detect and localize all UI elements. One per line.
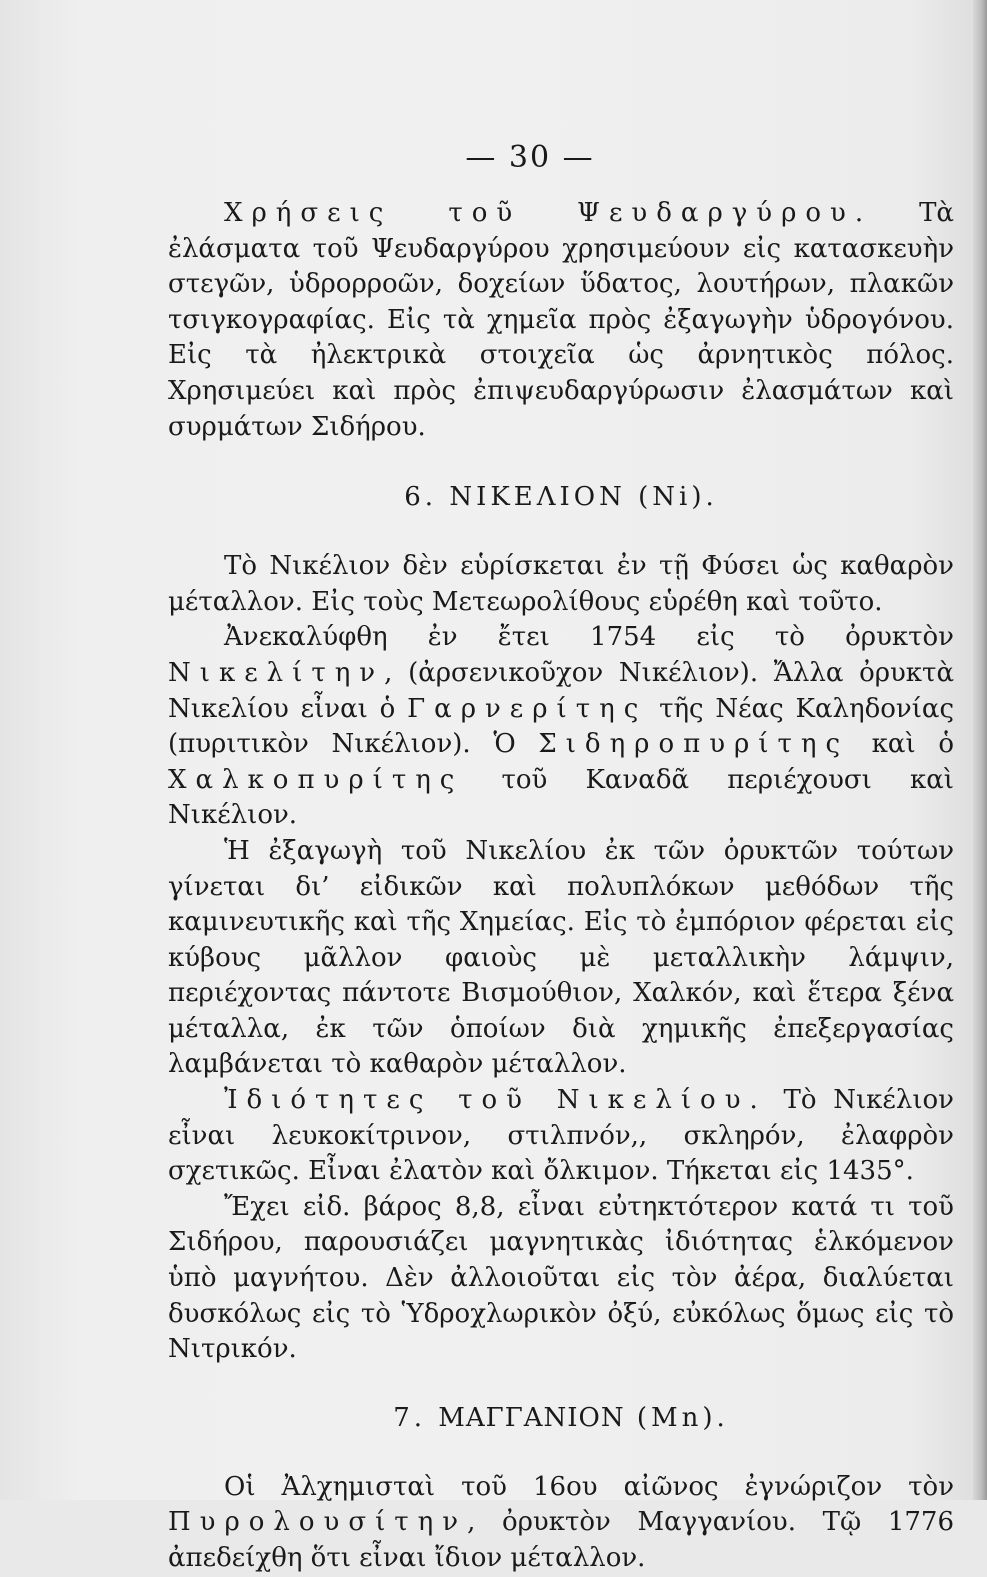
mineral-chalcopyrite: Χαλκοπυρίτης [168, 764, 464, 795]
mineral-pyrolusite: Πυρολουσίτην [168, 1507, 468, 1538]
manganese-history-text-1: Οἱ Ἀλχημισταὶ τοῦ 16ου αἰῶνος ἐγνώριζον τὸν [224, 1471, 954, 1502]
manganese-section-symbol: (Mn). [636, 1402, 729, 1433]
paragraph-nickel-physical: Ἔχει εἰδ. βάρος 8,8, εἶναι εὐτηκτότερον κατά τι τοῦ Σιδήρου, παρουσιάζει μαγνητικὰς ἰδιότητας ἑλκόμενον ὑπὸ μαγνήτου. Δὲν ἀλλοιοῦται εἰς τὸν ἀέρα, διαλύεται δυσκόλως εἰς τὸ Ὑδροχλωρικὸν ὀξύ, εὐκόλως ὅμως εἰς τὸ Νιτρικόν. [168, 1191, 954, 1365]
nickel-section-symbol: (Ni). [638, 482, 718, 513]
paragraph-zinc-uses [168, 196, 954, 445]
nickel-discovery-text-1: Ἀνεκαλύφθη ἐν ἔτει 1754 εἰς τὸ ὀρυκτὸν [224, 622, 954, 653]
mineral-garnierite: Γαρνερίτης [407, 693, 648, 724]
manganese-history-text-2: , ὀρυκτὸν Μαγγανίου. Τῷ 1776 ἀπεδείχθη ὅτι εἶναι ἴδιον μέταλλον. [168, 1507, 954, 1573]
nickel-properties-text: Τὸ Νικέλιον εἶναι λευκοκίτρινον, στιλπνόν,, σκληρόν, ἐλαφρὸν σχετικῶς. Εἶναι ἐλατὸν καὶ ὄλκιμον. Τήκεται εἰς 1435°. [168, 1085, 954, 1187]
nickel-discovery-text-2: , (ἀρσενικοῦχον Νικέλιον). Ἄλλα ὀρυκτὰ Νικελίου εἶναι ὁ [168, 657, 954, 724]
paragraph-manganese-history [168, 1470, 954, 1577]
paragraph-nickel-properties [168, 1083, 954, 1190]
mineral-nickelite: Νικελίτην [168, 657, 385, 688]
zinc-uses-heading: Χρήσεις τοῦ Ψευδαργύρου. [224, 198, 873, 228]
paragraph-nickel-discovery [168, 620, 954, 834]
page-edge-shadow [973, 0, 987, 1500]
nickel-properties-heading: Ἰδιότητες τοῦ Νικελίου. [224, 1085, 767, 1116]
section-heading-manganese [168, 1400, 954, 1436]
page-body [168, 196, 954, 1577]
page-number: — 30 — [465, 140, 595, 175]
manganese-section-number: 7. [393, 1402, 426, 1433]
zinc-uses-text: Τὰ ἐλάσματα τοῦ Ψευδαργύρου χρησιμεύουν εἰς κατασκευὴν στεγῶν, ὑδρορροῶν, δοχείων ὕδατος, λουτήρων, πλακῶν τσιγκογραφίας. Εἰς τὰ χημεῖα πρὸς ἐξαγωγὴν ὑδρογόνου. Εἰς τὰ ἠλεκτρικὰ στοιχεῖα ὡς ἀρνητικὸς πόλος. Χρησιμεύει καὶ πρὸς ἐπιψευδαργύρωσιν ἐλασμάτων καὶ συρμάτων Σιδήρου. [168, 198, 954, 442]
nickel-discovery-text-3: τῆς Νέας Καληδονίας (πυριτικὸν Νικέλιον). Ὁ [168, 693, 955, 760]
nickel-discovery-text-5: τοῦ Καναδᾶ περιέχουσι καὶ Νικέλιον. [168, 764, 954, 831]
section-heading-nickel [168, 479, 954, 515]
mineral-pyrite: Σιδηροπυρίτης [538, 729, 850, 760]
paragraph-nickel-occurrence: Τὸ Νικέλιον δὲν εὑρίσκεται ἐν τῇ Φύσει ὡς καθαρὸν μέταλλον. Εἰς τοὺς Μετεωρολίθους εὑρέθη καὶ τοῦτο. [168, 551, 954, 617]
nickel-section-title: ΝΙΚΕΛΙΟΝ [449, 482, 626, 513]
nickel-discovery-text-4: καὶ ὁ [849, 729, 955, 760]
nickel-section-number: 6. [404, 482, 438, 513]
manganese-section-title: ΜΑΓΓΑΝΙΟΝ [438, 1402, 625, 1433]
paragraph-nickel-extraction: Ἡ ἐξαγωγὴ τοῦ Νικελίου ἐκ τῶν ὀρυκτῶν τούτων γίνεται δι’ εἰδικῶν καὶ πολυπλόκων μεθόδων τῆς καμινευτικῆς καὶ τῆς Χημείας. Εἰς τὸ ἐμπόριον φέρεται εἰς κύβους μᾶλλον φαιοὺς μὲ μεταλλικὴν λάμψιν, περιέχοντας πάντοτε Βισμούθιον, Χαλκόν, καὶ ἕτερα ξένα μέταλλα, ἐκ τῶν ὁποίων διὰ χημικῆς ἐπεξεργασίας λαμβάνεται τὸ καθαρὸν μέταλλον. [168, 835, 954, 1080]
